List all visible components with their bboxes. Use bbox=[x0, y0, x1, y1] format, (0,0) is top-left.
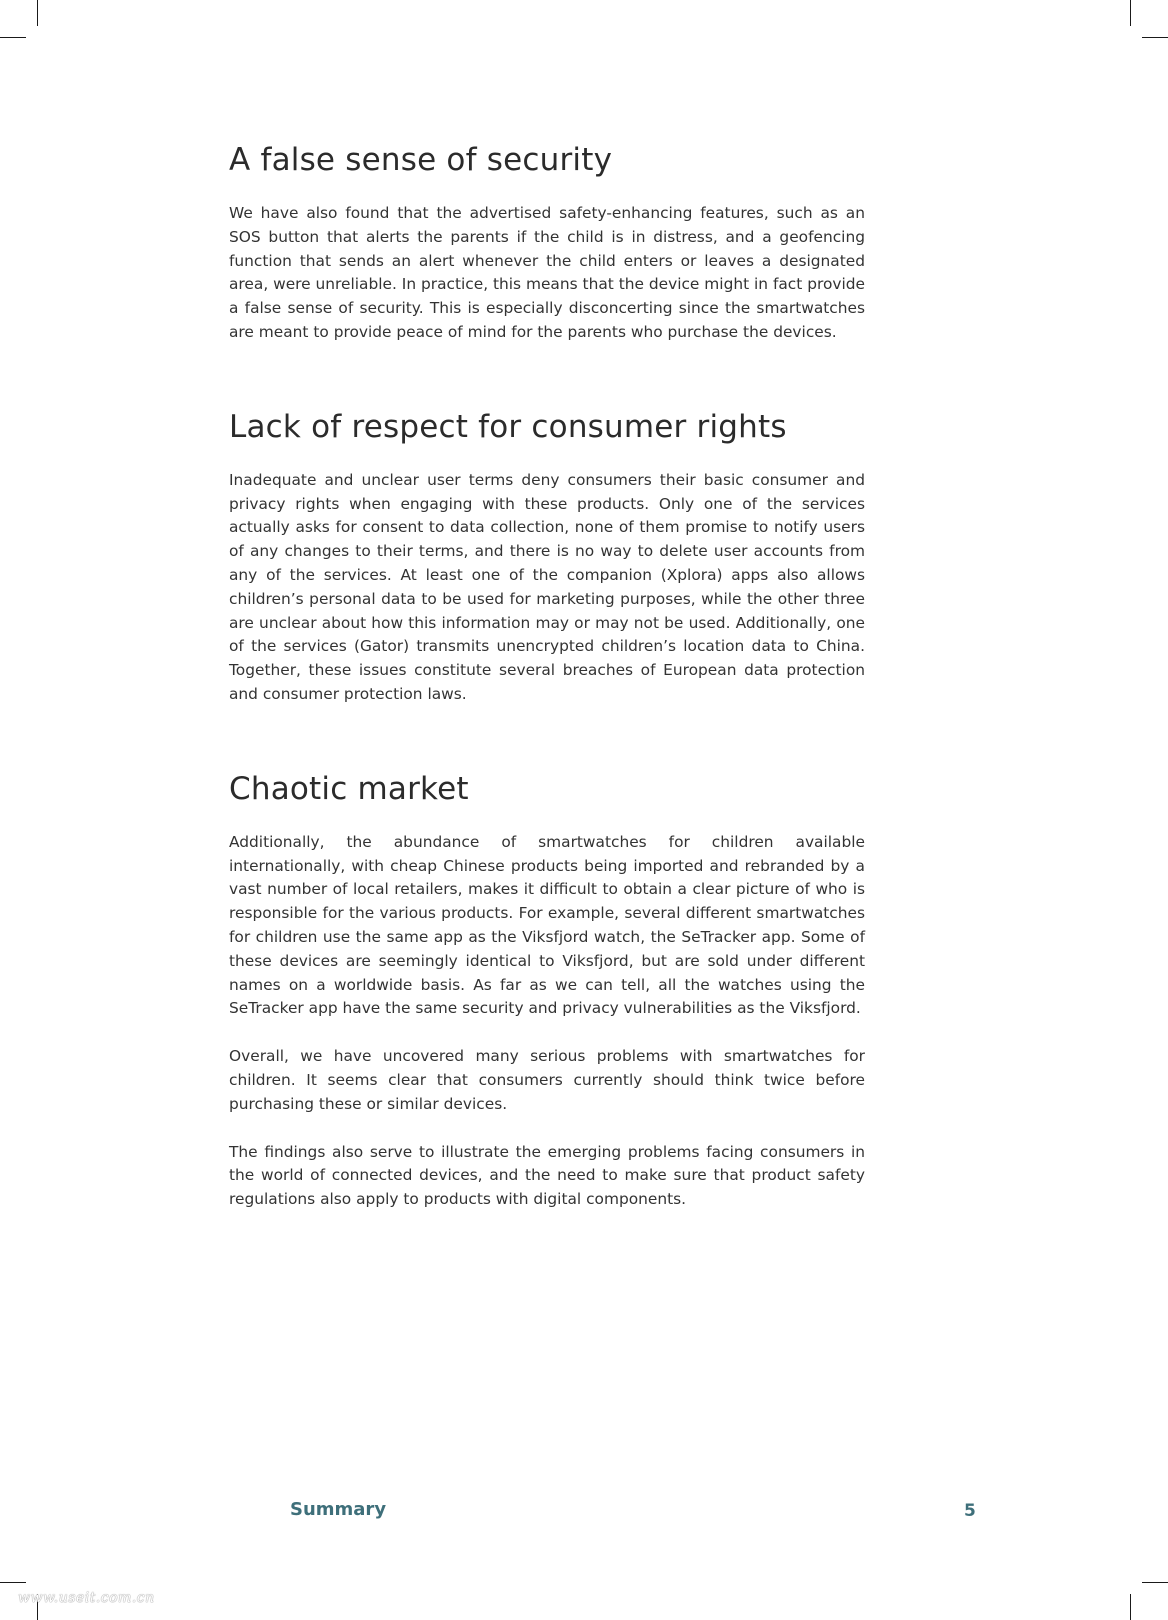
section-heading: A false sense of security bbox=[229, 142, 613, 178]
section-chaotic-market bbox=[229, 769, 865, 1212]
section-paragraph: Additionally, the abundance of smartwatches for children available internationally, with cheap Chinese products being imported and rebranded by a vast number of local retailers, makes it difficult to obtain a clear picture of who is responsible for the various products. For example, several different smartwatches for children use the same app as the Viksfjord watch, the SeTracker app. Some of these devices are seemingly identical to Viksfjord, but are sold under different names on a worldwide basis. As far as we can tell, all the watches using the SeTracker app have the same security and privacy vulnerabilities as the Viksfjord. bbox=[229, 832, 865, 1018]
document-body bbox=[229, 140, 865, 1274]
crop-mark bbox=[0, 1582, 26, 1583]
crop-mark bbox=[1142, 1582, 1168, 1583]
section-paragraph: We have also found that the advertised safety-enhancing features, such as an SOS button that alerts the parents if the child is in distress, and a geofencing function that sends an alert whenever the child enters or leaves a designated area, were unreliable. In practice, this means that the device might in fact provide a false sense of security. This is especially disconcerting since the smartwatches are meant to provide peace of mind for the parents who purchase the devices. bbox=[229, 204, 865, 341]
section-heading: Chaotic market bbox=[229, 770, 469, 807]
section-heading: Lack of respect for consumer rights bbox=[229, 408, 787, 445]
page-number: 5 bbox=[964, 1501, 976, 1521]
section-false-sense-of-security bbox=[229, 140, 865, 345]
section-paragraph: Inadequate and unclear user terms deny consumers their basic consumer and privacy rights when engaging with these products. Only one of the services actually asks for consent to data collection, none of them promise to notify users of any changes to their terms, and there is no way to delete user accounts from any of the services. At least one of the companion (Xplora) apps also allows children’s personal data to be used for marketing purposes, while the other three are unclear about how this information may or may not be used. Additionally, one of the services (Gator) transmits unencrypted children’s location data to China. Together, these issues constitute several breaches of European data protection and consumer protection laws. bbox=[229, 470, 865, 703]
section-paragraph: The findings also serve to illustrate the emerging problems facing consumers in the world of connected devices, and the need to make sure that product safety regulations also apply to products with digital components. bbox=[229, 1142, 865, 1209]
watermark: www.useit.com.cn bbox=[18, 1590, 155, 1606]
crop-mark bbox=[0, 37, 26, 38]
section-paragraph: Overall, we have uncovered many serious problems with smartwatches for children. It seems clear that consumers currently should think twice before purchasing these or similar devices. bbox=[229, 1047, 865, 1113]
section-consumer-rights bbox=[229, 407, 865, 707]
footer-section-label: Summary bbox=[290, 1499, 387, 1520]
crop-mark bbox=[1130, 1594, 1131, 1620]
crop-mark bbox=[1130, 0, 1131, 26]
crop-mark bbox=[37, 0, 38, 26]
crop-mark bbox=[1142, 37, 1168, 38]
